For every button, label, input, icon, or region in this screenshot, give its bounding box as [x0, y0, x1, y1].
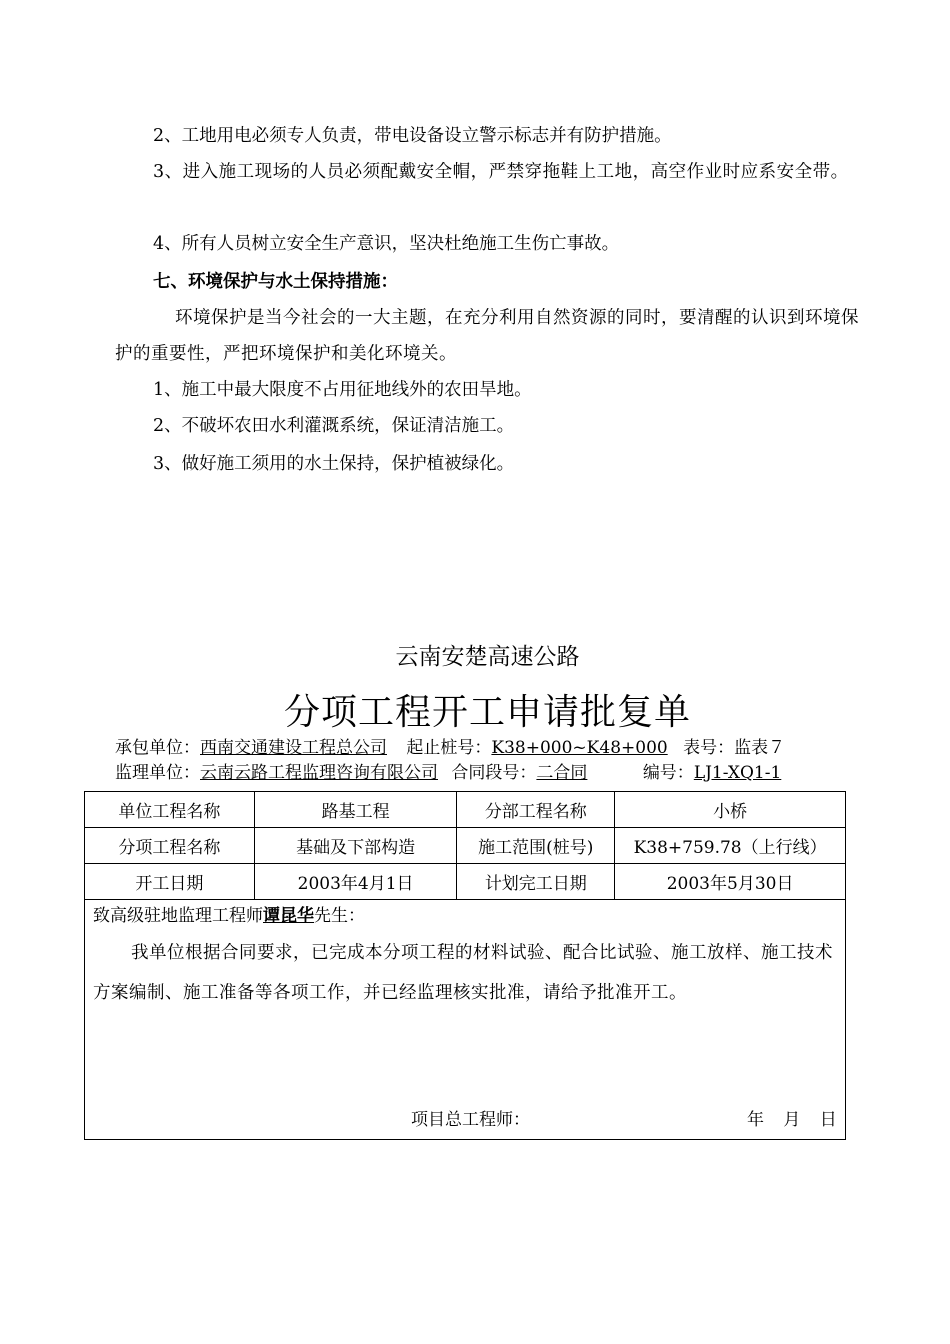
station-value: K38+000~K48+000 [491, 738, 668, 758]
table-row [85, 792, 846, 828]
table-cell: 基础及下部构造 [254, 828, 457, 864]
table-cell: 计划完工日期 [457, 864, 615, 900]
table-cell: 分项工程名称 [85, 828, 255, 864]
request-text: 我单位根据合同要求，已完成本分项工程的材料试验、配合比试验、施工放样、施工技术方案编制、施工准备等各项工作，并已经监理核实批准，请给予批准开工。 [93, 943, 833, 1003]
table-cell: 2003年5月30日 [615, 864, 846, 900]
table-cell: 单位工程名称 [85, 792, 255, 828]
table-cell: 分部工程名称 [457, 792, 615, 828]
table-cell: 2003年4月1日 [254, 864, 457, 900]
contract-label: 合同段号： [451, 763, 537, 783]
addressee-line [93, 901, 365, 926]
table-no-value: 监表７ [734, 738, 786, 758]
signature-label: 项目总工程师： [411, 1110, 530, 1130]
table-no-label: 表号： [683, 738, 735, 758]
supervisor-label: 监理单位： [115, 763, 200, 783]
table-row [85, 828, 846, 864]
safety-item-3: 3、进入施工现场的人员必须配戴安全帽，严禁穿拖鞋上工地，高空作业时应系安全带。 [153, 162, 849, 182]
env-item-3: 3、做好施工须用的水土保持，保护植被绿化。 [153, 454, 515, 474]
table-cell: K38+759.78（上行线） [615, 828, 846, 864]
table-cell: 小桥 [615, 792, 846, 828]
table-row [85, 864, 846, 900]
table-cell: 开工日期 [85, 864, 255, 900]
form-title: 分项工程开工申请批复单 [283, 692, 691, 733]
section-7-heading: 七、环境保护与水土保持措施： [153, 272, 398, 292]
form-subtitle: 云南安楚高速公路 [395, 644, 580, 670]
addressee-name: 谭昆华 [263, 906, 314, 926]
addressee-prefix: 致高级驻地监理工程师 [93, 906, 263, 926]
contractor-value: 西南交通建设工程总公司 [200, 738, 387, 758]
meta-line-1 [115, 733, 785, 758]
table-cell: 施工范围(桩号) [457, 828, 615, 864]
station-label: 起止桩号： [406, 738, 492, 758]
section-7-intro: 环境保护是当今社会的一大主题，在充分利用自然资源的同时，要清醒的认识到环境保护的重要性，严把环境保护和美化环境关。 [115, 308, 859, 364]
contract-value: 二合同 [536, 763, 588, 783]
serial-label: 编号： [642, 763, 694, 783]
table-cell: 路基工程 [254, 792, 457, 828]
env-item-2: 2、不破坏农田水利灌溉系统，保证清洁施工。 [153, 416, 515, 436]
safety-item-2: 2、工地用电必须专人负责，带电设备设立警示标志并有防护措施。 [153, 126, 672, 146]
date-label: 年 月 日 [747, 1110, 837, 1130]
safety-item-4: 4、所有人员树立安全生产意识，坚决杜绝施工生伤亡事故。 [153, 234, 620, 254]
supervisor-value: 云南云路工程监理咨询有限公司 [200, 763, 438, 783]
meta-line-2 [115, 758, 781, 783]
serial-value: LJ1-XQ1-1 [693, 763, 782, 783]
addressee-suffix: 先生： [314, 906, 365, 926]
form-table [84, 791, 846, 900]
request-body [84, 899, 846, 1140]
env-item-1: 1、施工中最大限度不占用征地线外的农田旱地。 [153, 380, 532, 400]
contractor-label: 承包单位： [115, 738, 200, 758]
